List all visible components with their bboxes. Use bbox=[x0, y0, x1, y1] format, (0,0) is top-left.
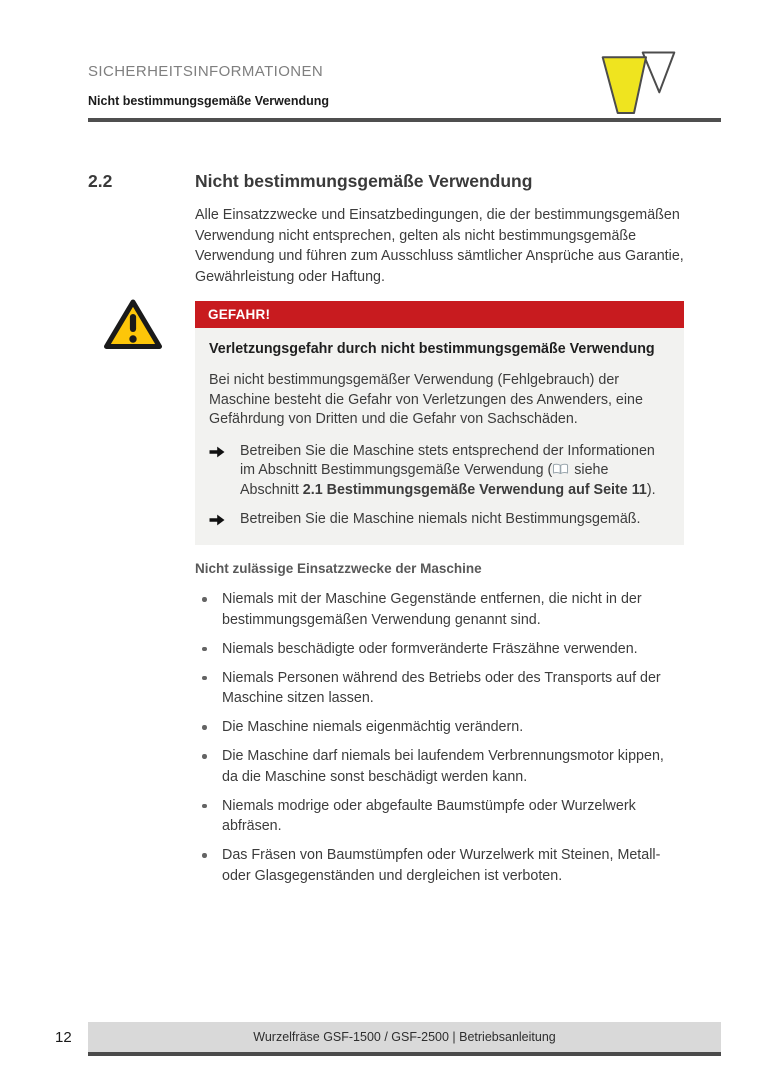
bullet-icon bbox=[202, 725, 207, 730]
list-heading: Nicht zulässige Einsatzzwecke der Maschine bbox=[195, 561, 482, 576]
danger-box bbox=[195, 328, 684, 545]
bullet-icon bbox=[202, 647, 207, 652]
warning-triangle-icon bbox=[103, 298, 163, 351]
main-content bbox=[88, 170, 721, 895]
open-book-icon bbox=[552, 462, 569, 474]
danger-description: Bei nicht bestimmungsgemäßer Verwendung (Fehlgebrauch) der Maschine besteht die Gefahr von Verletzungen des Anwenders, eine Gefährdung von Dritten und die Gefahr von Sachschäden. bbox=[209, 372, 643, 427]
list-item: Niemals modrige oder abgefaulte Baumstümpfe oder Wurzelwerk abfräsen. bbox=[195, 796, 673, 837]
arrow-right-icon bbox=[209, 510, 240, 531]
chapter-title: SICHERHEITSINFORMATIONEN bbox=[88, 63, 324, 80]
instruction-text: Betreiben Sie die Maschine stets entsprechend der Informationen im Abschnitt Bestimmungsgemäße Verwendung ( siehe Abschnitt 2.1 Bestimmungsgemäße Verwendung auf Seite 11). bbox=[240, 442, 656, 498]
intro-paragraph: Alle Einsatzzwecke und Einsatzbedingungen, die der bestimmungsgemäßen Verwendung nicht entsprechen, gelten als nicht bestimmungsgemäße Verwendung und führen zum Ausschluss sämtlicher Ansprüche aus Garantie, Gewährleistung oder Haftung. bbox=[195, 207, 684, 285]
forbidden-uses-list bbox=[195, 589, 673, 886]
list-item: Die Maschine niemals eigenmächtig verändern. bbox=[195, 717, 673, 738]
list-item: Die Maschine darf niemals bei laufendem Verbrennungsmotor kippen, da die Maschine sonst beschädigt werden kann. bbox=[195, 746, 673, 787]
header-divider bbox=[88, 118, 721, 122]
bullet-icon bbox=[202, 853, 207, 858]
bullet-icon bbox=[202, 597, 207, 602]
section-heading bbox=[88, 170, 721, 192]
arrow-right-icon bbox=[209, 442, 240, 501]
bullet-icon bbox=[202, 754, 207, 759]
section-number: 2.2 bbox=[88, 171, 113, 191]
instruction-text: Betreiben Sie die Maschine niemals nicht Bestimmungsgemäß. bbox=[240, 511, 641, 527]
instruction-step bbox=[209, 510, 670, 531]
list-item: Niemals mit der Maschine Gegenstände entfernen, die nicht in der bestimmungsgemäßen Verwendung genannt sind. bbox=[195, 589, 673, 630]
instruction-step bbox=[209, 442, 670, 501]
danger-banner: GEFAHR! bbox=[195, 301, 684, 328]
list-item: Das Fräsen von Baumstümpfen oder Wurzelwerk mit Steinen, Metall- oder Glasgegenständen und dergleichen ist verboten. bbox=[195, 845, 673, 886]
section-title: Nicht bestimmungsgemäße Verwendung bbox=[195, 171, 533, 191]
bullet-icon bbox=[202, 676, 207, 681]
bullet-icon bbox=[202, 804, 207, 809]
page-number: 12 bbox=[55, 1029, 72, 1046]
danger-heading: Verletzungsgefahr durch nicht bestimmungsgemäße Verwendung bbox=[209, 341, 655, 357]
danger-notice bbox=[195, 301, 684, 545]
list-item: Niemals Personen während des Betriebs oder des Transports auf der Maschine sitzen lassen. bbox=[195, 668, 673, 709]
footer-bar: Wurzelfräse GSF-1500 / GSF-2500 | Betriebsanleitung bbox=[88, 1022, 721, 1056]
list-item: Niemals beschädigte oder formveränderte Fräszähne verwenden. bbox=[195, 639, 673, 660]
cross-reference: 2.1 Bestimmungsgemäße Verwendung auf Seite 11 bbox=[302, 481, 647, 498]
section-running-title: Nicht bestimmungsgemäße Verwendung bbox=[88, 94, 330, 108]
brand-logo-icon bbox=[596, 51, 700, 115]
